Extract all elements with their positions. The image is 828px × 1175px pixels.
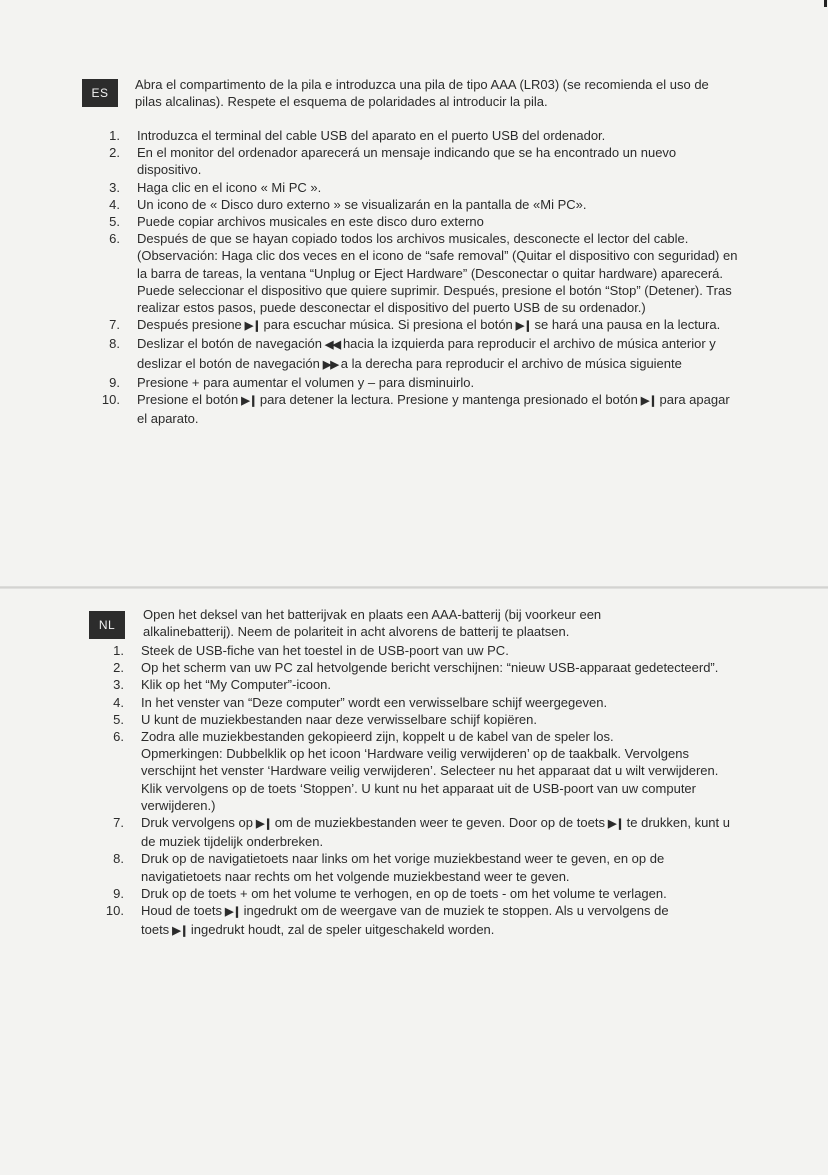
play-pause-icon: ▶❙ xyxy=(515,320,532,333)
list-item: 9. Presione + para aumentar el volumen y – para disminuirlo. xyxy=(109,374,475,390)
play-pause-icon: ▶❙ xyxy=(224,906,241,919)
list-item: 2. Op het scherm van uw PC zal hetvolgende bericht verschijnen: “nieuw USB-apparaat gedetecteerd”. xyxy=(113,660,719,676)
play-pause-icon: ▶❙ xyxy=(256,818,272,831)
intro-nl: Open het deksel van het batterijvak en plaats een AAA-batterij (bij voorkeur een alkalinebatterij). Neem de polariteit in acht alvorens de batterij te plaatsen. xyxy=(143,607,602,640)
list-item: 5. U kunt de muziekbestanden naar deze verwisselbare schijf kopiëren. xyxy=(113,711,537,727)
list-item: 6. Zodra alle muziekbestanden gekopieerd zijn, koppelt u de kabel van de speler los. Opmerkingen: Dubbelklik op het icoon ‘Hardware veilig verwijderen’ op de taakbalk. Vervolgens verschijnt het venster ‘Hardware veilig verwijderen’. Selecteer nu het apparaat dat u wilt verwijderen. Klik vervolgens op de toets ‘Stoppen’. U kunt nu het apparaat uit de USB-poort van uw computer verwijderen.) xyxy=(104,728,740,814)
note-nl: Opmerkingen: Dubbelklik op het icoon ‘Hardware veilig verwijderen’ op de taakbalk. Vervolgens verschijnt het venster ‘Hardware veilig verwijderen’. Selecteer nu het apparaat dat u wilt verwijderen. Klik vervolgens op de toets ‘Stoppen’. U kunt nu het apparaat uit de USB-poort van uw computer verwijderen.) xyxy=(141,746,719,813)
list-item: 2. En el monitor del ordenador aparecerá un mensaje indicando que se ha encontrado un nuevo dispositivo. xyxy=(109,145,677,178)
intro-es: Abra el compartimento de la pila e introduzca una pila de tipo AAA (LR03) (se recomienda el uso de pilas alcalinas). Respete el esquema de polaridades al introducir la pila. xyxy=(135,77,709,110)
list-item: 10. Presione el botón ▶❙ para detener la lectura. Presione y mantenga presionado el botón ▶❙ para apagar el aparato. xyxy=(101,392,730,427)
list-item: 4. Un icono de « Disco duro externo » se visualizarán en la pantalla de «Mi PC». xyxy=(109,196,587,212)
list-item: 6. Después de que se hayan copiado todos los archivos musicales, desconecte el lector del cable. (Observación: Haga clic dos veces en el icono de “safe removal” (Quitar el dispositivo con seguridad) en la barra de tareas, la ventana “Unplug or Eject Hardware” (Desconectar o quitar hardware) aparecerá. Puede seleccionar el dispositivo que quiere suprimir. Después, presione el botón “Stop” (Detener). Tras realizar estos pasos, puede desconectar el dispositivo del puerto USB de su ordenador.) xyxy=(100,230,740,316)
note-es: (Observación: Haga clic dos veces en el icono de “safe removal” (Quitar el dispositivo con seguridad) en la barra de tareas, la ventana “Unplug or Eject Hardware” (Desconectar o quitar hardware) aparecerá. Puede seleccionar el dispositivo que quiere suprimir. Después, presione el botón “Stop” (Detener). Tras realizar estos pasos, puede desconectar el dispositivo del puerto USB de su ordenador.) xyxy=(137,248,738,316)
list-item: 5. Puede copiar archivos musicales en este disco duro externo xyxy=(109,214,484,230)
play-pause-icon: ▶❙ xyxy=(244,320,261,333)
play-pause-icon: ▶❙ xyxy=(607,818,624,831)
steps-es xyxy=(100,127,740,427)
next-icon: ▶▶ xyxy=(322,358,338,371)
list-item: 8. Deslizar el botón de navegación ◀◀ hacia la izquierda para reproducir el archivo de música anterior y deslizar el botón de navegación ▶▶ a la derecha para reproducir el archivo de música siguiente xyxy=(109,336,716,371)
play-pause-icon: ▶❙ xyxy=(640,395,657,408)
language-badge-nl: NL xyxy=(89,611,125,639)
list-item: 7. Después presione ▶❙ para escuchar música. Si presiona el botón ▶❙ se hará una pausa en la lectura. xyxy=(109,317,721,333)
play-pause-icon: ▶❙ xyxy=(172,925,188,938)
previous-icon: ◀◀ xyxy=(325,339,340,352)
list-item: 7. Druk vervolgens op ▶❙ om de muziekbestanden weer te geven. Door op de toets ▶❙ te drukken, kunt u de muziek tijdelijk onderbreken. xyxy=(113,815,730,850)
list-item: 10. Houd de toets ▶❙ ingedrukt om de weergave van de muziek te stoppen. Als u vervolgens de toets ▶❙ ingedrukt houdt, zal de speler uitgeschakeld worden. xyxy=(105,903,669,938)
list-item: 1. Steek de USB-fiche van het toestel in de USB-poort van uw PC. xyxy=(113,643,509,658)
language-badge-es: ES xyxy=(82,79,118,107)
list-item: 3. Haga clic en el icono « Mi PC ». xyxy=(109,179,322,195)
list-item: 4. In het venster van “Deze computer” wordt een verwisselbare schijf weergegeven. xyxy=(113,694,608,710)
list-item: 9. Druk op de toets + om het volume te verhogen, en op de toets - om het volume te verlagen. xyxy=(113,885,667,901)
play-pause-icon: ▶❙ xyxy=(241,395,257,408)
steps-nl xyxy=(104,642,740,940)
list-item: 8. Druk op de navigatietoets naar links om het vorige muziekbestand weer te geven, en op de navigatietoets naar rechts om het volgende muziekbestand weer te geven. xyxy=(113,851,665,884)
edge-mark xyxy=(824,0,827,7)
paper-fold xyxy=(0,586,828,589)
list-item: 1. Introduzca el terminal del cable USB del aparato en el puerto USB del ordenador. xyxy=(109,128,606,143)
list-item: 3. Klik op het “My Computer”-icoon. xyxy=(113,677,332,693)
